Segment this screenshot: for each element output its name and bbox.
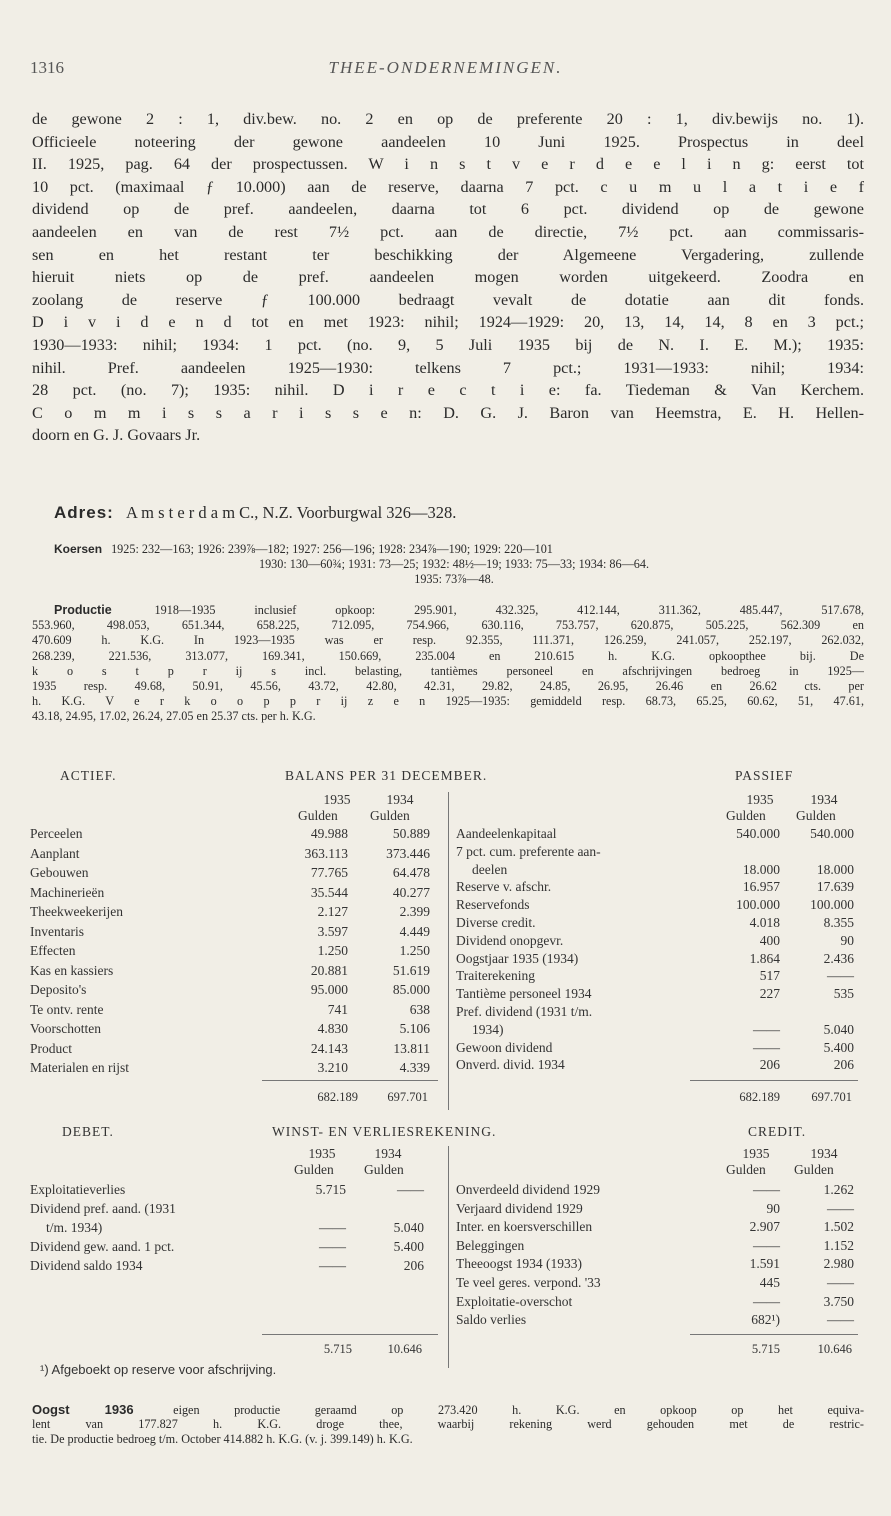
value-1935: 540.000 (736, 826, 780, 841)
value-1935: 4.018 (749, 915, 780, 930)
table-row (456, 879, 860, 895)
value-1934: 85.000 (392, 982, 430, 997)
year-header: 1934 (810, 792, 838, 807)
table-row (30, 982, 440, 998)
row-label: Dividend gew. aand. 1 pct. (30, 1239, 175, 1254)
row-label: Pref. dividend (1931 t/m. (456, 1004, 593, 1019)
table-row (30, 885, 440, 901)
unit-header: Gulden (370, 808, 410, 823)
table-row (456, 1294, 860, 1310)
value-1934: 1.262 (823, 1182, 854, 1197)
value-1935: —— (753, 1182, 780, 1197)
row-label: Reservefonds (456, 897, 530, 913)
value-1935: 1.591 (749, 1256, 780, 1272)
table-row (30, 1041, 440, 1057)
table-row (456, 862, 860, 878)
debet-total-1934: 10.646 (387, 1342, 422, 1356)
row-label: Inter. en koersverschillen (456, 1219, 593, 1235)
value-1934: 2.436 (823, 950, 854, 966)
table-row (456, 897, 860, 913)
value-1935: —— (319, 1239, 346, 1254)
balance-sheet (30, 768, 862, 1114)
value-1934: —— (397, 1182, 424, 1197)
year-header: 1935 (308, 1146, 336, 1161)
table-row (30, 924, 440, 940)
footnote: ¹) Afgeboekt op reserve voor afschrijving. (40, 1362, 277, 1377)
actief-label: ACTIEF. (60, 768, 117, 783)
value-1935: 517 (759, 968, 780, 984)
text-line: 43.18, 24.95, 17.02, 26.24, 27.05 en 25.37 cts. per h. K.G. (32, 709, 316, 724)
table-row (30, 865, 440, 881)
table-row (30, 1220, 440, 1236)
row-label: Dividend saldo 1934 (30, 1258, 143, 1273)
year-header: 1935 (323, 792, 351, 807)
productie-paragraph (32, 603, 864, 725)
value-1934: 64.478 (392, 865, 430, 880)
table-row (30, 1002, 440, 1018)
row-label: 1934) (472, 1021, 504, 1037)
table-row (30, 1060, 440, 1076)
value-1934: 50.889 (392, 826, 430, 841)
table-row (30, 963, 440, 979)
text-line: 10 pct. (maximaal ƒ 10.000) aan de reserve, daarna 7 pct. c u m u l a t i e f (32, 177, 864, 196)
row-label: Materialen en rijst (30, 1060, 129, 1075)
address-text: A m s t e r d a m C., N.Z. Voorburgwal 326—328. (125, 503, 457, 522)
value-1935: 20.881 (310, 962, 348, 978)
row-label: Theekweekerijen (30, 904, 123, 919)
address-line (54, 503, 456, 523)
table-row (456, 915, 860, 931)
debet-label: DEBET. (62, 1124, 114, 1139)
value-1934: 13.811 (393, 1040, 430, 1056)
balance-title: BALANS PER 31 DECEMBER. (285, 768, 488, 783)
passief-total-1935: 682.189 (739, 1090, 780, 1104)
pl-title: WINST- EN VERLIESREKENING. (272, 1124, 497, 1139)
column-divider (448, 1146, 449, 1368)
intro-paragraph (32, 108, 864, 447)
table-row (30, 1201, 440, 1217)
value-1935: 3.210 (317, 1060, 348, 1075)
text-line: aandeelen en van de rest 7½ pct. aan de directie, 7½ pct. aan commissaris- (32, 222, 864, 241)
value-1934: 100.000 (810, 897, 854, 913)
text-line: lent van 177.827 h. K.G. droge thee, waarbij rekening werd gehouden met de restric- (32, 1417, 864, 1432)
value-1935: 2.127 (317, 904, 348, 919)
value-1935: —— (753, 1237, 780, 1253)
value-1935: —— (753, 1039, 780, 1055)
value-1934: 1.502 (823, 1219, 854, 1235)
unit-header: Gulden (726, 1162, 766, 1177)
row-label: Saldo verlies (456, 1312, 527, 1328)
value-1934: 51.619 (392, 962, 430, 978)
text-line: 1935 resp. 49.68, 50.91, 45.56, 43.72, 42.80, 42.31, 29.82, 24.85, 26.95, 26.46 en 26.62 cts. per (32, 678, 864, 693)
unit-header: Gulden (726, 808, 766, 823)
value-1934: 2.980 (823, 1256, 854, 1272)
value-1935: 16.957 (742, 879, 780, 895)
row-label: Theeoogst 1934 (1933) (456, 1256, 582, 1272)
value-1935: 18.000 (742, 861, 780, 877)
koersen-block (54, 542, 854, 587)
row-label: Beleggingen (456, 1237, 525, 1253)
row-label: Te ontv. rente (30, 1001, 104, 1017)
row-label: Kas en kassiers (30, 962, 114, 978)
row-label: Te veel geres. verpond. '33 (456, 1275, 601, 1290)
value-1934: 5.040 (823, 1021, 854, 1037)
table-row (456, 986, 860, 1002)
row-label: deelen (472, 861, 508, 877)
text-line: zoolang de reserve ƒ 100.000 bedraagt vevalt de dotatie aan dit fonds. (32, 290, 864, 309)
value-1934: 17.639 (816, 879, 854, 895)
table-row (456, 1022, 860, 1038)
table-row (456, 826, 860, 842)
row-label: Onverdeeld dividend 1929 (456, 1182, 600, 1197)
text-line: h. K.G. V e r k o o p p r ij z e n 1925—1935: gemiddeld resp. 68.73, 65.25, 60.62, 51, 47.61, (32, 694, 864, 709)
total-rule (262, 1334, 438, 1335)
value-1934: 3.750 (823, 1293, 854, 1309)
row-label: Dividend onopgevr. (456, 932, 564, 948)
running-title: THEE-ONDERNEMINGEN. (328, 58, 563, 77)
table-row (456, 933, 860, 949)
value-1935: 741 (327, 1001, 348, 1017)
value-1934: —— (827, 968, 854, 984)
oogst-label: Oogst 1936 (32, 1402, 134, 1417)
table-row (30, 846, 440, 862)
table-row (30, 1239, 440, 1255)
text-line: sen en het restant ter beschikking der Algemeene Vergadering, zullende (32, 245, 864, 264)
row-label: Inventaris (30, 923, 84, 939)
total-rule (262, 1080, 438, 1081)
value-1934: 206 (403, 1258, 424, 1273)
table-row (456, 1275, 860, 1291)
value-1935: —— (753, 1293, 780, 1309)
row-label: Product (30, 1040, 72, 1056)
value-1934: —— (827, 1200, 854, 1216)
value-1935: 445 (759, 1275, 780, 1290)
value-1935: 95.000 (310, 982, 348, 997)
unit-header: Gulden (796, 808, 836, 823)
value-1935: 2.907 (749, 1219, 780, 1235)
text-line: tie. De productie bedroeg t/m. October 414.882 h. K.G. (v. j. 399.149) h. K.G. (32, 1432, 413, 1447)
text-line: 1930—1933: nihil; 1934: 1 pct. (no. 9, 5 Juli 1935 bij de N. I. E. M.); 1935: (32, 335, 864, 354)
value-1934: 1.250 (399, 943, 430, 958)
value-1934: 638 (409, 1001, 430, 1017)
productie-label: Productie (54, 603, 112, 617)
profit-loss-account (30, 1124, 862, 1384)
table-row (456, 1219, 860, 1235)
unit-header: Gulden (298, 808, 338, 823)
value-1935: —— (753, 1021, 780, 1037)
value-1934: 5.400 (823, 1039, 854, 1055)
row-label: Onverd. divid. 1934 (456, 1057, 565, 1073)
year-header: 1934 (386, 792, 414, 807)
table-row (30, 1182, 440, 1198)
text-line: hieruit niets op de pref. aandeelen mogen worden uitgekeerd. Zoodra en (32, 268, 864, 287)
row-label: Gebouwen (30, 865, 89, 880)
row-label: Deposito's (30, 982, 87, 997)
table-row (30, 1258, 440, 1274)
table-row (30, 1021, 440, 1037)
value-1934: 40.277 (392, 884, 430, 900)
table-row (456, 1182, 860, 1198)
table-row (456, 1238, 860, 1254)
row-label: Effecten (30, 943, 76, 958)
table-row (456, 844, 860, 860)
value-1934: 8.355 (823, 915, 854, 930)
row-label: Exploitatie-overschot (456, 1293, 573, 1309)
value-1934: 540.000 (810, 826, 854, 841)
value-1934: 206 (833, 1057, 854, 1073)
text-line: Productie 1918—1935 inclusief opkoop: 295.901, 432.325, 412.144, 311.362, 485.447, 517.678, (32, 603, 864, 618)
credit-total-1935: 5.715 (751, 1342, 780, 1356)
value-1935: —— (319, 1258, 346, 1273)
value-1934: 5.040 (393, 1220, 424, 1235)
koersen-line: 1930: 130—60¾; 1931: 73—25; 1932: 48½—19; 1933: 75—33; 1934: 86—64. (258, 557, 649, 571)
row-label: Machinerieën (30, 884, 105, 900)
text-line: doorn en G. J. Govaars Jr. (32, 426, 201, 445)
text-line: k o s t p r ij s incl. belasting, tantièmes personeel en afschrijvingen bedroeg in 1925— (32, 663, 864, 678)
value-1935: 24.143 (310, 1040, 348, 1056)
debet-total-1935: 5.715 (323, 1342, 352, 1356)
total-rule (690, 1334, 858, 1335)
page-number: 1316 (30, 58, 64, 77)
table-row (30, 904, 440, 920)
row-label: Aanplant (30, 845, 80, 861)
table-row (456, 1057, 860, 1073)
page-header (30, 58, 861, 82)
value-1935: 682¹) (751, 1312, 780, 1328)
text-line: Officieele noteering der gewone aandeelen 10 Juni 1925. Prospectus in deel (32, 132, 864, 151)
table-row (456, 1004, 860, 1020)
value-1934: 18.000 (816, 861, 854, 877)
value-1935: 35.544 (310, 884, 348, 900)
row-label: Traiterekening (456, 968, 535, 984)
text-line: Oogst 1936 eigen productie geraamd op 273.420 h. K.G. en opkoop op het equiva- (32, 1402, 864, 1417)
text-line: 28 pct. (no. 7); 1935: nihil. D i r e c t i e: fa. Tiedeman & Van Kerchem. (32, 381, 864, 400)
text-line: D i v i d e n d tot en met 1923: nihil; 1924—1929: 20, 13, 14, 14, 8 en 3 pct.; (32, 313, 864, 332)
value-1935: 363.113 (304, 845, 348, 861)
total-rule (690, 1080, 858, 1081)
value-1934: —— (827, 1275, 854, 1290)
value-1934: 5.106 (399, 1021, 430, 1036)
row-label: Gewoon dividend (456, 1039, 553, 1055)
value-1935: 5.715 (315, 1182, 346, 1197)
row-label: t/m. 1934) (46, 1220, 103, 1235)
text-line: 268.239, 221.536, 313.077, 169.341, 150.669, 235.004 en 210.615 h. K.G. opkoopthee bij. De (32, 648, 864, 663)
passief-total-1934: 697.701 (811, 1090, 852, 1104)
row-label: Verjaard dividend 1929 (456, 1200, 583, 1216)
row-label: Reserve v. afschr. (456, 879, 552, 895)
table-row (456, 951, 860, 967)
column-divider (448, 792, 449, 1110)
value-1935: 100.000 (736, 897, 780, 913)
value-1934: 2.399 (399, 904, 430, 919)
address-label: Adres: (54, 503, 114, 522)
text-line: II. 1925, pag. 64 der prospectussen. W i n s t v e r d e e l i n g: eerst tot (32, 155, 864, 174)
koersen-line: 1925: 232—163; 1926: 239⅞—182; 1927: 256—196; 1928: 234⅞—190; 1929: 220—101 (111, 542, 553, 556)
year-header: 1934 (810, 1146, 838, 1161)
value-1935: —— (319, 1220, 346, 1235)
value-1935: 3.597 (317, 923, 348, 939)
value-1935: 4.830 (317, 1021, 348, 1036)
table-row (456, 1256, 860, 1272)
unit-header: Gulden (294, 1162, 334, 1177)
year-header: 1935 (746, 792, 774, 807)
table-row (456, 1040, 860, 1056)
year-header: 1935 (742, 1146, 770, 1161)
actief-total-1935: 682.189 (317, 1090, 358, 1104)
value-1934: 4.339 (399, 1060, 430, 1075)
value-1935: 400 (759, 932, 780, 948)
value-1934: 1.152 (823, 1237, 854, 1253)
table-row (456, 1201, 860, 1217)
value-1935: 1.250 (317, 943, 348, 958)
value-1935: 1.864 (749, 950, 780, 966)
value-1934: 5.400 (393, 1239, 424, 1254)
table-row (30, 826, 440, 842)
unit-header: Gulden (364, 1162, 404, 1177)
value-1935: 49.988 (310, 826, 348, 841)
credit-total-1934: 10.646 (817, 1342, 852, 1356)
value-1935: 77.765 (310, 865, 348, 880)
text-line: de gewone 2 : 1, div.bew. no. 2 en op de preferente 20 : 1, div.bewijs no. 1). (32, 110, 864, 128)
oogst-paragraph (32, 1402, 864, 1448)
value-1935: 206 (759, 1057, 780, 1073)
row-label: Exploitatieverlies (30, 1182, 126, 1197)
table-row (30, 943, 440, 959)
value-1934: 373.446 (386, 845, 430, 861)
koersen-label: Koersen (54, 542, 103, 556)
unit-header: Gulden (794, 1162, 834, 1177)
row-label: Dividend pref. aand. (1931 (30, 1201, 176, 1216)
text-line: dividend op de pref. aandeelen, daarna tot 6 pct. dividend op de gewone (32, 200, 864, 219)
value-1934: 90 (840, 932, 854, 948)
value-1935: 90 (766, 1200, 780, 1216)
passief-label: PASSIEF (735, 768, 794, 783)
year-header: 1934 (374, 1146, 402, 1161)
row-label: 7 pct. cum. preferente aan- (456, 843, 601, 859)
text-line: 553.960, 498.053, 651.344, 658.225, 712.095, 754.966, 630.116, 753.757, 620.875, 505.225, 562.309 en (32, 618, 864, 633)
actief-total-1934: 697.701 (387, 1090, 428, 1104)
row-label: Oogstjaar 1935 (1934) (456, 950, 579, 966)
text-line: C o m m i s s a r i s s e n: D. G. J. Baron van Heemstra, E. H. Hellen- (32, 403, 864, 422)
row-label: Aandeelenkapitaal (456, 826, 557, 841)
table-row (456, 968, 860, 984)
value-1935: 227 (759, 986, 780, 1002)
credit-label: CREDIT. (748, 1124, 807, 1139)
row-label: Diverse credit. (456, 915, 536, 930)
value-1934: 4.449 (399, 923, 430, 939)
text-line: 470.609 h. K.G. In 1923—1935 was er resp. 92.355, 111.371, 126.259, 241.057, 252.197, 262.032, (32, 633, 864, 648)
value-1934: —— (827, 1312, 854, 1328)
row-label: Perceelen (30, 826, 83, 841)
text-line: nihil. Pref. aandeelen 1925—1930: telkens 7 pct.; 1931—1933: nihil; 1934: (32, 358, 864, 377)
row-label: Tantième personeel 1934 (456, 986, 592, 1002)
koersen-line: 1935: 73⅞—48. (414, 572, 494, 586)
row-label: Voorschotten (30, 1021, 101, 1036)
value-1934: 535 (833, 986, 854, 1002)
table-row (456, 1312, 860, 1328)
